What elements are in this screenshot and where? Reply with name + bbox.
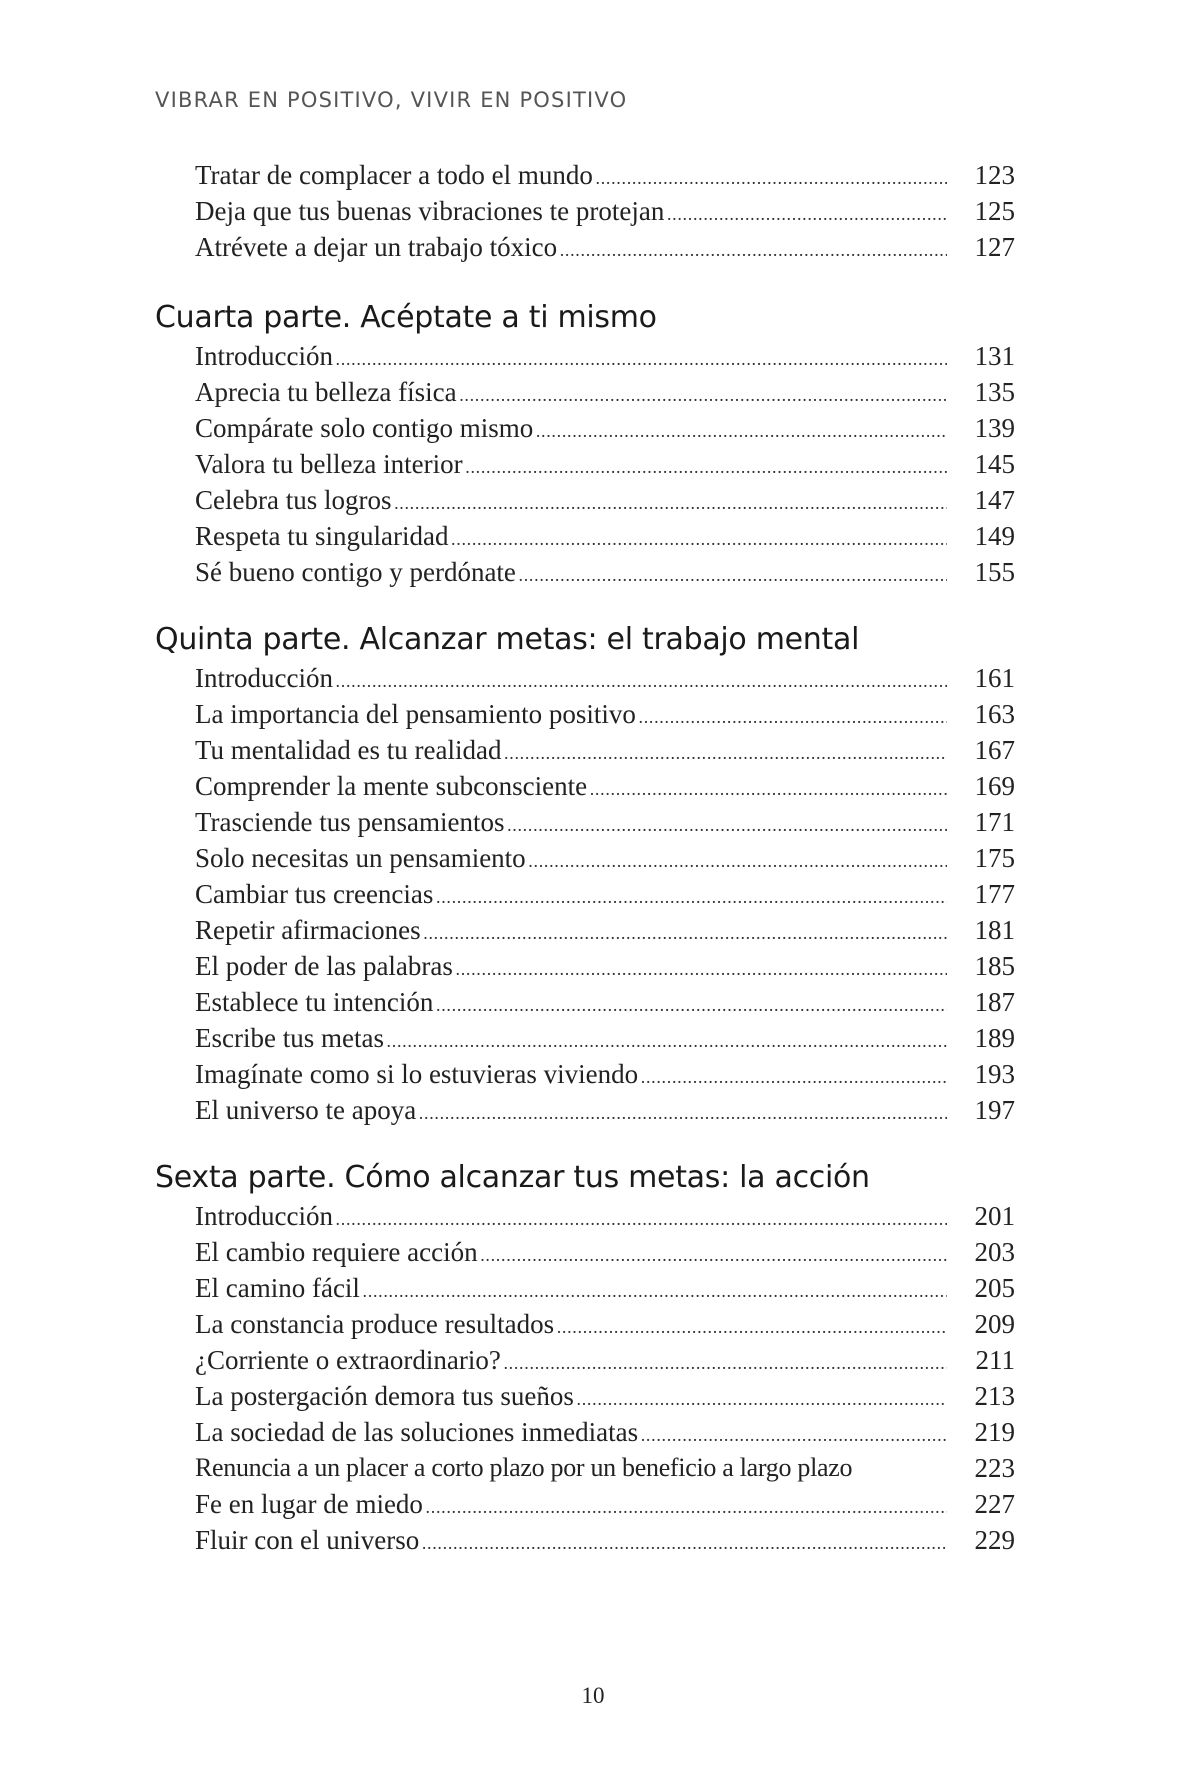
- toc-entry[interactable]: [195, 1092, 1015, 1128]
- toc-entry[interactable]: [195, 554, 1015, 590]
- toc-entry-title: Escribe tus metas . . .: [195, 1020, 947, 1059]
- toc-entry[interactable]: [195, 1234, 1015, 1270]
- toc-entry-page: 145: [974, 449, 1015, 479]
- toc-entry-page: 193: [974, 1059, 1015, 1089]
- toc-entry-title: La sociedad de las soluciones inmediatas . . .: [195, 1414, 947, 1453]
- toc-entry[interactable]: [195, 1306, 1015, 1342]
- toc-entry[interactable]: [195, 482, 1015, 518]
- toc-entry-title: Celebra tus logros . . .: [195, 482, 947, 521]
- toc-entry-title: Aprecia tu belleza física . . .: [195, 374, 947, 413]
- toc-entry-title: Imagínate como si lo estuvieras viviendo . . .: [195, 1056, 947, 1095]
- toc-entry[interactable]: [195, 1020, 1015, 1056]
- toc-entry[interactable]: [195, 410, 1015, 446]
- toc-entry[interactable]: [195, 840, 1015, 876]
- toc-entry-page: 213: [974, 1381, 1015, 1411]
- toc-entry[interactable]: [195, 229, 1015, 265]
- toc-entry-title: Cambiar tus creencias . . .: [195, 876, 947, 915]
- toc-entry-page: 177: [974, 879, 1015, 909]
- toc-entry[interactable]: [195, 1056, 1015, 1092]
- toc-entry-page: 227: [974, 1489, 1015, 1519]
- toc-entry[interactable]: [195, 1270, 1015, 1306]
- toc-entry-page: 147: [974, 485, 1015, 515]
- toc-entry-title: Introducción . . .: [195, 660, 947, 699]
- toc-entry-title: El poder de las palabras . . .: [195, 948, 947, 987]
- toc-entry-title: Establece tu intención . . .: [195, 984, 947, 1023]
- toc-entry[interactable]: [195, 984, 1015, 1020]
- toc-entry-title: El universo te apoya . . .: [195, 1092, 947, 1131]
- toc-entry-title: Sé bueno contigo y perdónate . . .: [195, 554, 947, 593]
- toc-entry[interactable]: [195, 338, 1015, 374]
- toc-entry-title: ¿Corriente o extraordinario? . . .: [195, 1342, 947, 1381]
- toc-entry-page: 205: [974, 1273, 1015, 1303]
- toc-entry-title: Compárate solo contigo mismo . . .: [195, 410, 947, 449]
- toc-entry-page: 181: [974, 915, 1015, 945]
- toc-entry-page: 161: [974, 663, 1015, 693]
- toc-entry[interactable]: [195, 1414, 1015, 1450]
- toc-entry[interactable]: [195, 912, 1015, 948]
- toc-entry-title: Introducción . . .: [195, 338, 947, 377]
- running-head: VIBRAR EN POSITIVO, VIVIR EN POSITIVO: [155, 88, 628, 112]
- toc-entry-title: Fe en lugar de miedo . . .: [195, 1486, 947, 1525]
- toc-entry-page: 169: [974, 771, 1015, 801]
- toc-entry-page: 155: [974, 557, 1015, 587]
- part-title[interactable]: Quinta parte. Alcanzar metas: el trabajo mental: [155, 622, 860, 657]
- toc-entry-page: 185: [974, 951, 1015, 981]
- toc-entry-title: El camino fácil . . .: [195, 1270, 947, 1309]
- toc-entry-page: 139: [974, 413, 1015, 443]
- toc-entry-title: Comprender la mente subconsciente . . .: [195, 768, 947, 807]
- toc-entry-title: Atrévete a dejar un trabajo tóxico . . .: [195, 229, 947, 268]
- toc-entry-page: 163: [974, 699, 1015, 729]
- toc-entry-page: 189: [974, 1023, 1015, 1053]
- toc-entry[interactable]: [195, 660, 1015, 696]
- toc-entry[interactable]: [195, 948, 1015, 984]
- toc-entry[interactable]: [195, 1522, 1015, 1558]
- toc-entry-title: Solo necesitas un pensamiento . . .: [195, 840, 947, 879]
- toc-entry-page: 131: [974, 341, 1015, 371]
- toc-entry-page: 219: [974, 1417, 1015, 1447]
- toc-entry-page: 201: [974, 1201, 1015, 1231]
- toc-entry-title: El cambio requiere acción . . .: [195, 1234, 947, 1273]
- toc-entry-page: 209: [974, 1309, 1015, 1339]
- toc-entry-title: Fluir con el universo . . .: [195, 1522, 947, 1561]
- toc-entry[interactable]: [195, 876, 1015, 912]
- toc-entry-page: 123: [974, 160, 1015, 190]
- toc-entry[interactable]: [195, 1198, 1015, 1234]
- toc-entry[interactable]: [195, 1378, 1015, 1414]
- toc-entry-title: Trasciende tus pensamientos . . .: [195, 804, 947, 843]
- page-number: 10: [581, 1683, 605, 1708]
- toc-entry-page: 171: [974, 807, 1015, 837]
- toc-entry[interactable]: [195, 804, 1015, 840]
- toc-entry-title: La postergación demora tus sueños . . .: [195, 1378, 947, 1417]
- toc-entry-title: Repetir afirmaciones . . .: [195, 912, 947, 951]
- toc-entry-title: Introducción . . .: [195, 1198, 947, 1237]
- toc-entry[interactable]: [195, 768, 1015, 804]
- toc-entry[interactable]: [195, 193, 1015, 229]
- toc-entry-page: 197: [974, 1095, 1015, 1125]
- toc-entry-page: 125: [974, 196, 1015, 226]
- toc-entry-page: 167: [974, 735, 1015, 765]
- toc-entry-title: Tratar de complacer a todo el mundo . . .: [195, 157, 947, 196]
- toc-entry-title: Valora tu belleza interior . . .: [195, 446, 947, 485]
- toc-entry-page: 229: [974, 1525, 1015, 1555]
- toc-entry[interactable]: [195, 446, 1015, 482]
- toc-entry[interactable]: [195, 374, 1015, 410]
- toc-entry-page: 187: [974, 987, 1015, 1017]
- toc-entry-page: 127: [974, 232, 1015, 262]
- toc-entry-title: Renuncia a un placer a corto plazo por un beneficio a largo plazo: [195, 1453, 853, 1482]
- toc-entry-page: 223: [974, 1453, 1015, 1483]
- toc-entry[interactable]: [195, 1486, 1015, 1522]
- toc-entry[interactable]: [195, 1342, 1015, 1378]
- toc-entry-title: La constancia produce resultados . . .: [195, 1306, 947, 1345]
- toc-entry-page: 149: [974, 521, 1015, 551]
- toc-entry-title: Respeta tu singularidad . . .: [195, 518, 947, 557]
- part-title[interactable]: Sexta parte. Cómo alcanzar tus metas: la acción: [155, 1160, 870, 1195]
- toc-entry-page: 203: [974, 1237, 1015, 1267]
- toc-entry[interactable]: [195, 732, 1015, 768]
- toc-entry-page: 211: [975, 1345, 1015, 1375]
- toc-entry-title: Tu mentalidad es tu realidad . . .: [195, 732, 947, 771]
- toc-entry[interactable]: [195, 518, 1015, 554]
- toc-entry-page: 135: [974, 377, 1015, 407]
- toc-entry-page: 175: [974, 843, 1015, 873]
- toc-entry[interactable]: [195, 157, 1015, 193]
- toc-entry[interactable]: [195, 1450, 1015, 1486]
- part-title[interactable]: Cuarta parte. Acéptate a ti mismo: [155, 300, 657, 335]
- toc-entry-title: La importancia del pensamiento positivo . . .: [195, 696, 947, 735]
- toc-entry-title: Deja que tus buenas vibraciones te protejan . . .: [195, 193, 947, 232]
- toc-entry[interactable]: [195, 696, 1015, 732]
